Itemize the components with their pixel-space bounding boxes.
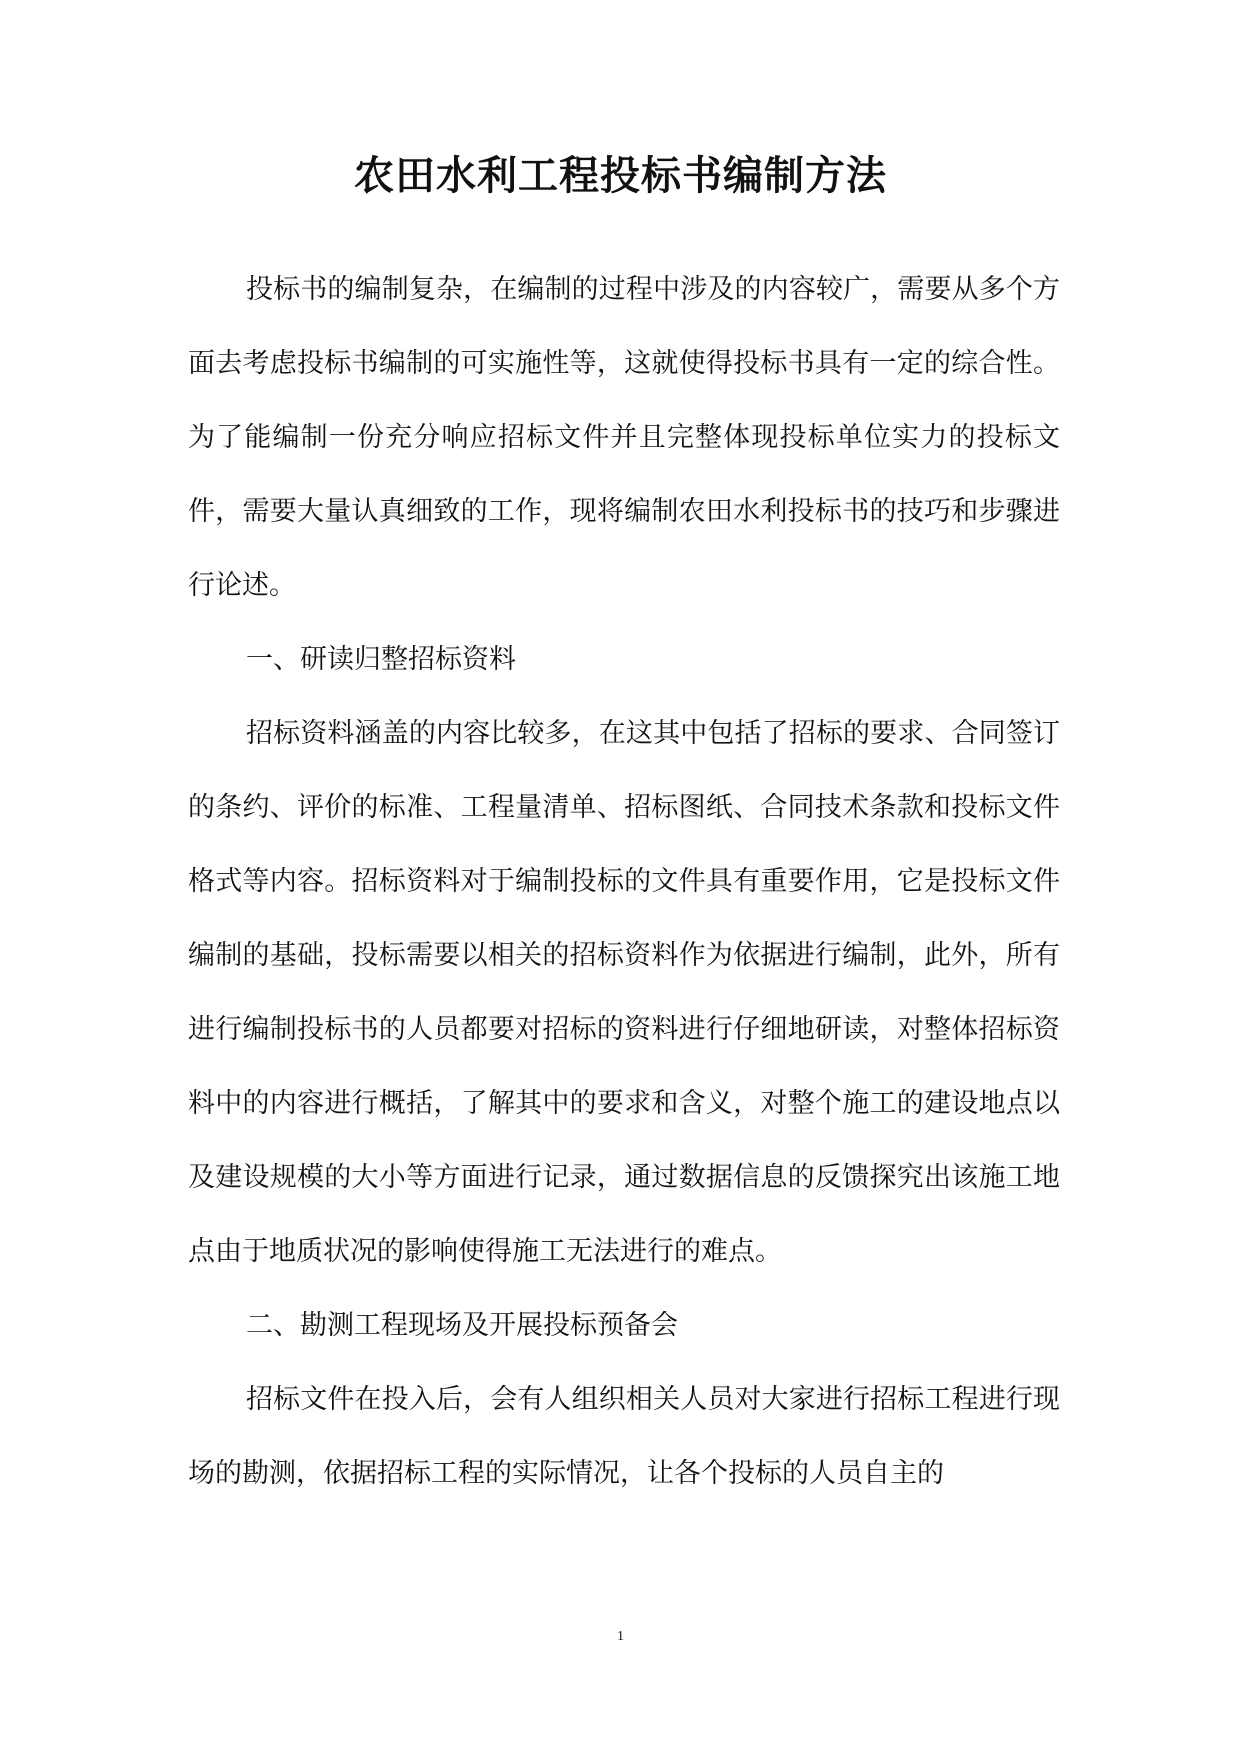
paragraph-intro: 投标书的编制复杂，在编制的过程中涉及的内容较广，需要从多个方面去考虑投标书编制的可实施性等，这就使得投标书具有一定的综合性。为了能编制一份充分响应招标文件并且完整体现投标单位实力的投标文件，需要大量认真细致的工作，现将编制农田水利投标书的技巧和步骤进行论述。 xyxy=(188,274,1060,601)
document-body xyxy=(188,253,1060,1511)
paragraph-section-1: 招标资料涵盖的内容比较多，在这其中包括了招标的要求、合同签订的条约、评价的标准、工程量清单、招标图纸、合同技术条款和投标文件格式等内容。招标资料对于编制投标的文件具有重要作用，它是投标文件编制的基础，投标需要以相关的招标资料作为依据进行编制，此外，所有进行编制投标书的人员都要对招标的资料进行仔细地研读，对整体招标资料中的内容进行概括，了解其中的要求和含义，对整个施工的建设地点以及建设规模的大小等方面进行记录，通过数据信息的反馈探究出该施工地点由于地质状况的影响使得施工无法进行的难点。 xyxy=(188,718,1060,1267)
page-number: 1 xyxy=(617,1629,624,1644)
section-heading-1: 一、研读归整招标资料 xyxy=(246,644,516,675)
paragraph-section-2: 招标文件在投入后，会有人组织相关人员对大家进行招标工程进行现场的勘测，依据招标工程的实际情况，让各个投标的人员自主的 xyxy=(188,1384,1060,1489)
document-title: 农田水利工程投标书编制方法 xyxy=(354,152,887,199)
section-heading-2: 二、勘测工程现场及开展投标预备会 xyxy=(246,1310,678,1341)
